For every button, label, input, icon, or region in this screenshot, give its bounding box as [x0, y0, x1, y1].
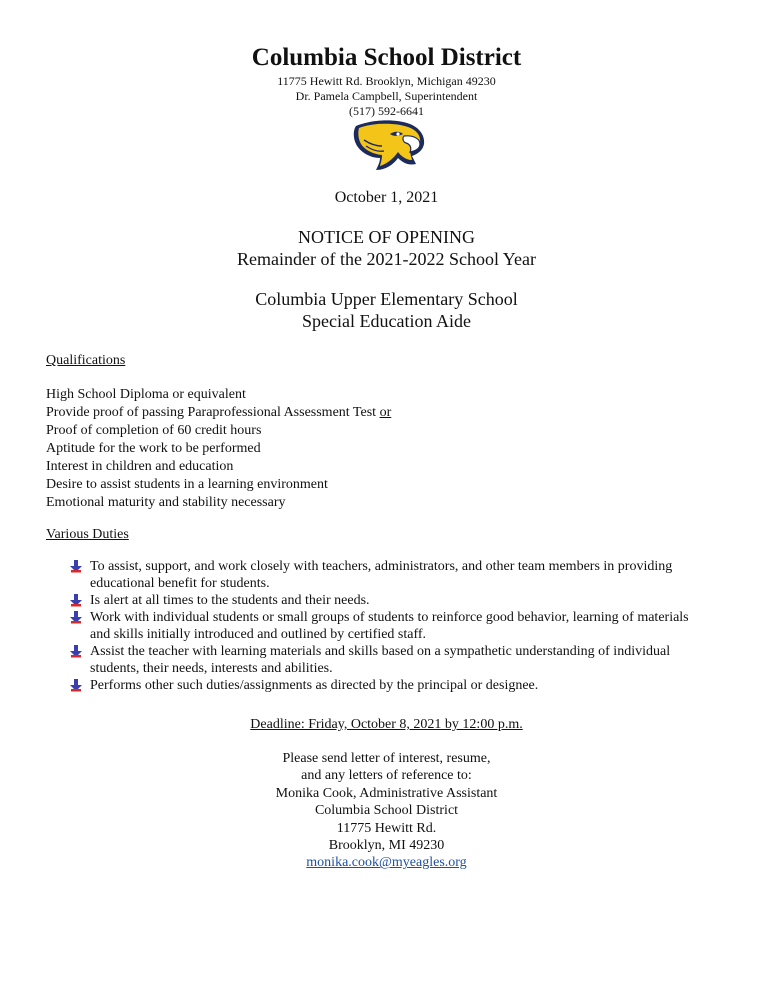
contact-line: Please send letter of interest, resume, — [282, 751, 491, 766]
list-item: Emotional maturity and stability necessary — [46, 495, 286, 510]
district-name: Columbia School District — [251, 44, 522, 71]
list-item — [70, 592, 700, 609]
list-item — [70, 677, 700, 694]
list-item — [70, 558, 700, 592]
district-phone: (517) 592-6641 — [349, 104, 424, 118]
school-name: Columbia Upper Elementary School — [255, 289, 518, 309]
down-arrow-bullet-icon — [70, 560, 82, 573]
duties-heading: Various Duties — [46, 527, 129, 542]
contact-block — [0, 750, 773, 872]
down-arrow-bullet-icon — [70, 611, 82, 624]
duty-text: To assist, support, and work closely with teachers, administrators, and other team members in providing educational benefit for students. — [90, 559, 673, 591]
deadline-text: Deadline: Friday, October 8, 2021 by 12:00 p.m. — [250, 717, 523, 732]
notice-subtitle: Remainder of the 2021-2022 School Year — [237, 249, 536, 269]
contact-line: and any letters of reference to: — [301, 768, 472, 784]
list-item: Proof of completion of 60 credit hours — [46, 423, 262, 438]
duty-text: Work with individual students or small groups of students to reinforce good behavior, learning of materials and skills initially introduced and outlined by certified staff. — [90, 610, 689, 642]
contact-name: Monika Cook, Administrative Assistant — [275, 785, 498, 801]
down-arrow-bullet-icon — [70, 645, 82, 658]
list-item: High School Diploma or equivalent — [46, 387, 246, 402]
contact-street: 11775 Hewitt Rd. — [336, 820, 437, 836]
down-arrow-bullet-icon — [70, 594, 82, 607]
contact-email-link[interactable]: monika.cook@myeagles.org — [306, 855, 467, 871]
list-item-text: Provide proof of passing Paraprofessional Assessment Test — [46, 405, 377, 420]
contact-city: Brooklyn, MI 49230 — [328, 838, 445, 854]
notice-date: October 1, 2021 — [334, 189, 439, 206]
qualifications-list — [46, 386, 391, 512]
list-item — [70, 643, 700, 677]
duty-text: Is alert at all times to the students and their needs. — [90, 593, 370, 608]
district-header-info — [0, 74, 773, 119]
notice-heading-block — [0, 226, 773, 270]
superintendent: Dr. Pamela Campbell, Superintendent — [295, 89, 478, 103]
eagle-head-icon — [350, 118, 426, 172]
notice-title: NOTICE OF OPENING — [298, 227, 475, 247]
list-item — [70, 609, 700, 643]
duty-text: Assist the teacher with learning materials and skills based on a sympathetic understanding of individual students, their needs, interests and abilities. — [90, 644, 671, 676]
deadline-block — [0, 716, 773, 734]
list-item: Desire to assist students in a learning environment — [46, 477, 328, 492]
down-arrow-bullet-icon — [70, 679, 82, 692]
or-word: or — [379, 405, 392, 420]
qualifications-heading: Qualifications — [46, 353, 126, 368]
duty-text: Performs other such duties/assignments as directed by the principal or designee. — [90, 678, 539, 693]
list-item: Interest in children and education — [46, 459, 234, 474]
contact-org: Columbia School District — [314, 803, 459, 819]
position-block — [0, 288, 773, 332]
position-title: Special Education Aide — [302, 311, 471, 331]
list-item — [46, 404, 391, 422]
list-item: Aptitude for the work to be performed — [46, 441, 261, 456]
duties-list — [70, 558, 700, 694]
district-address: 11775 Hewitt Rd. Brooklyn, Michigan 49230 — [277, 74, 496, 88]
